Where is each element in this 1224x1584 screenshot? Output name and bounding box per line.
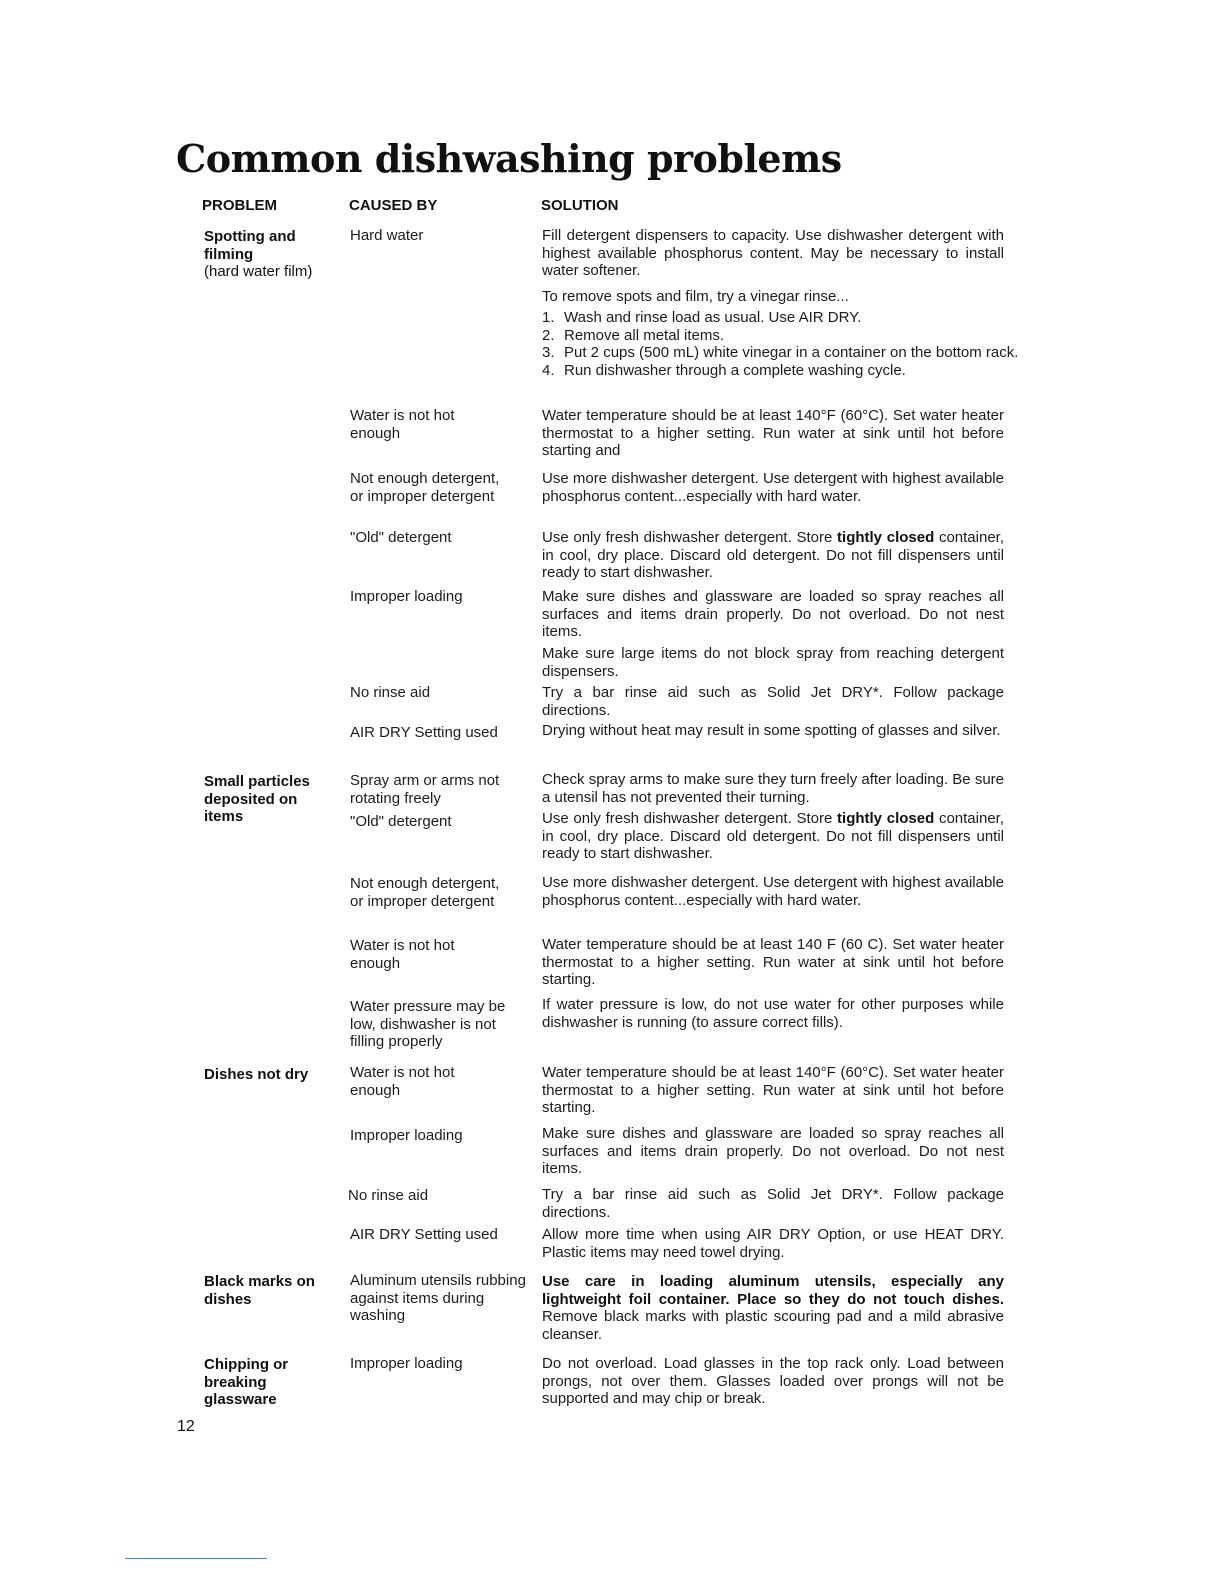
solution-old-detergent: Use only fresh dishwasher detergent. Store tightly closed container, in cool, dry place. Discard old detergent. Do not fill dispensers until ready to start dishwasher. <box>542 810 1004 862</box>
cause-old-detergent: "Old" detergent <box>350 529 452 546</box>
cause-no-rinse-aid: No rinse aid <box>350 684 431 701</box>
solution-detergent: Use more dishwasher detergent. Use detergent with highest available phosphorus content...especially with hard water. <box>542 874 1004 909</box>
cause-old-detergent: "Old" detergent <box>350 813 452 830</box>
solution-improper-loading: Make sure dishes and glassware are loaded so spray reaches all surfaces and items drain properly. Do not overload. Do not nest items. <box>542 588 1004 640</box>
solution-water-pressure: If water pressure is low, do not use water for other purposes while dishwasher is running (to assure correct fills). <box>542 996 1004 1031</box>
solution-header: SOLUTION <box>541 197 619 214</box>
solution-air-dry: Allow more time when using AIR DRY Option, or use HEAT DRY. Plastic items may need towel drying. <box>542 1226 1004 1261</box>
cause-water-not-hot: Water is not hot enough <box>350 407 455 442</box>
solution-hard-water: Fill detergent dispensers to capacity. Use dishwasher detergent with highest available phosphorus content. May be necessary to install water softener. <box>542 227 1004 279</box>
solution-water-temp: Water temperature should be at least 140 F (60 C). Set water heater thermostat to a higher setting. Run water at sink until hot before starting. <box>542 936 1004 988</box>
cause-air-dry: AIR DRY Setting used <box>350 724 498 741</box>
solution-air-dry: Drying without heat may result in some spotting of glasses and silver. <box>542 722 1001 739</box>
cause-improper-loading: Improper loading <box>350 1355 463 1372</box>
problem-spotting <box>204 228 344 281</box>
page-number: 12 <box>177 1418 195 1435</box>
cause-improper-loading: Improper loading <box>350 588 463 605</box>
problem-header: PROBLEM <box>202 197 277 214</box>
vinegar-intro: To remove spots and film, try a vinegar rinse... <box>542 288 849 305</box>
vinegar-step: 4. Run dishwasher through a complete washing cycle. <box>542 361 906 379</box>
solution-large-items: Make sure large items do not block spray from reaching detergent dispensers. <box>542 645 1004 680</box>
problem-black-marks: Black marks on dishes <box>204 1273 315 1308</box>
solution-improper-loading: Make sure dishes and glassware are loaded so spray reaches all surfaces and items drain properly. Do not overload. Do not nest items. <box>542 1125 1004 1177</box>
problem-chipping: Chipping or breaking glassware <box>204 1356 289 1408</box>
problem-small-particles: Small particles deposited on items <box>204 773 310 825</box>
page-title: Common dishwashing problems <box>176 136 842 181</box>
vinegar-steps <box>542 309 1024 379</box>
problem-spotting-sub: (hard water film) <box>204 263 313 280</box>
solution-old-detergent: Use only fresh dishwasher detergent. Store tightly closed container, in cool, dry place. Discard old detergent. Do not fill dispensers until ready to start dishwasher. <box>542 529 1004 581</box>
vinegar-step: 2. Remove all metal items. <box>542 326 725 344</box>
cause-detergent: Not enough detergent, or improper detergent <box>350 470 500 505</box>
solution-water-temp: Water temperature should be at least 140°F (60°C). Set water heater thermostat to a higher setting. Run water at sink until hot before starting. <box>542 1064 1004 1116</box>
vinegar-step: 1. Wash and rinse load as usual. Use AIR DRY. <box>542 309 862 326</box>
solution-water-temp: Water temperature should be at least 140°F (60°C). Set water heater thermostat to a higher setting. Run water at sink until hot before starting and <box>542 407 1004 459</box>
cause-aluminum-utensils: Aluminum utensils rubbing against items during washing <box>350 1272 526 1324</box>
caused-by-header: CAUSED BY <box>349 197 438 214</box>
cause-air-dry: AIR DRY Setting used <box>350 1226 498 1243</box>
problem-dishes-not-dry: Dishes not dry <box>204 1066 309 1083</box>
cause-detergent: Not enough detergent, or improper detergent <box>350 875 500 910</box>
cause-no-rinse-aid: No rinse aid <box>348 1187 429 1204</box>
problem-spotting-label: Spotting and filming <box>204 228 296 263</box>
solution-rinse-aid: Try a bar rinse aid such as Solid Jet DRY*. Follow package directions. <box>542 684 1004 719</box>
cause-water-not-hot: Water is not hot enough <box>350 937 455 972</box>
cause-spray-arm: Spray arm or arms not rotating freely <box>350 772 500 807</box>
cause-improper-loading: Improper loading <box>350 1127 463 1144</box>
solution-glassware: Do not overload. Load glasses in the top rack only. Load between prongs, not over them. Glasses loaded over prongs will not be supported and may chip or break. <box>542 1355 1004 1407</box>
solution-rinse-aid: Try a bar rinse aid such as Solid Jet DRY*. Follow package directions. <box>542 1186 1004 1221</box>
solution-spray-arm: Check spray arms to make sure they turn freely after loading. Be sure a utensil has not prevented their turning. <box>542 771 1004 806</box>
solution-detergent: Use more dishwasher detergent. Use detergent with highest available phosphorus content...especially with hard water. <box>542 470 1004 505</box>
cause-water-not-hot: Water is not hot enough <box>350 1064 455 1099</box>
cause-hard-water: Hard water <box>350 227 424 244</box>
footer-divider <box>125 1558 267 1559</box>
vinegar-step: 3. Put 2 cups (500 mL) white vinegar in a container on the bottom rack. <box>542 344 1019 361</box>
cause-water-pressure: Water pressure may be low, dishwasher is not filling properly <box>350 998 506 1050</box>
solution-aluminum: Use care in loading aluminum utensils, especially any lightweight foil container. Place so they do not touch dishes. Remove black marks with plastic scouring pad and a mild abrasive cleanser. <box>542 1273 1004 1343</box>
